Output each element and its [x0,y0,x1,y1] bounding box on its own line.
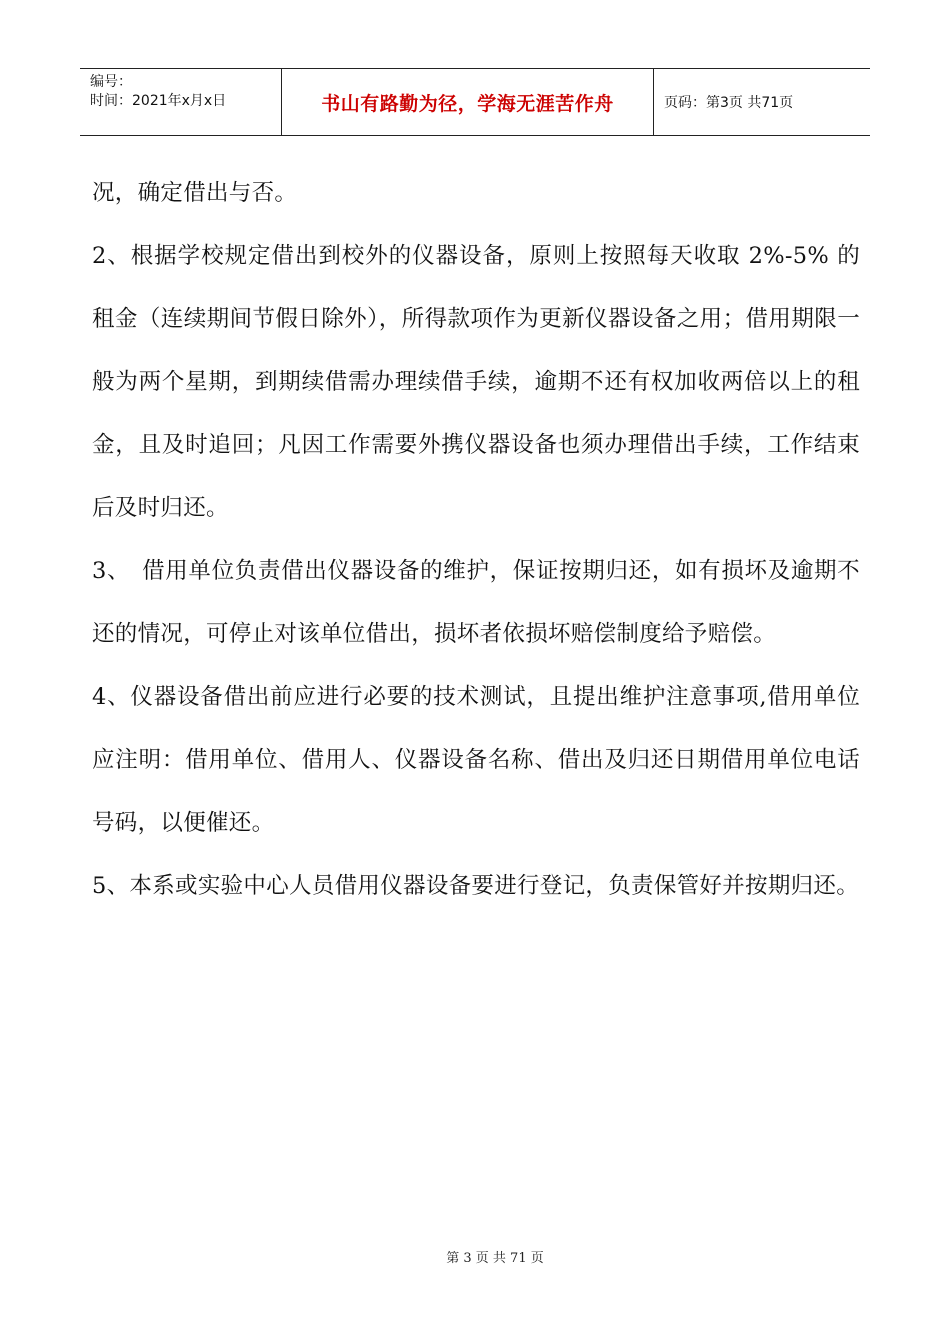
header-page-info: 页码：第3页 共71页 [664,95,794,111]
paragraph-item-3: 3、 借用单位负责借出仪器设备的维护，保证按期归还，如有损坏及逾期不还的情况，可停止对该单位借出，损坏者依损坏赔偿制度给予赔偿。 [92,558,860,647]
paragraph-continuation: 况，确定借出与否。 [92,180,298,206]
paragraph-item-2: 2、根据学校规定借出到校外的仪器设备，原则上按照每天收取 2%-5% 的租金（连续期间节假日除外），所得款项作为更新仪器设备之用；借用期限一般为两个星期，到期续借需办理续借手续，逾期不还有权加收两倍以上的租金，且及时追回；凡因工作需要外携仪器设备也须办理借出手续，工作结束后及时归还。 [92,243,860,521]
document-body [92,162,860,918]
paragraph-item-5: 5、本系或实验中心人员借用仪器设备要进行登记，负责保管好并按期归还。 [92,873,860,899]
header-motto: 书山有路勤为径，学海无涯苦作舟 [282,69,654,135]
page-footer: 第 3 页 共 71 页 [446,1251,544,1266]
header-meta [80,69,282,135]
page-header [80,68,870,136]
document-number-label: 编号： [90,74,132,90]
document-time-label: 时间：2021年x月x日 [90,93,227,109]
paragraph-item-4: 4、仪器设备借出前应进行必要的技术测试，且提出维护注意事项,借用单位应注明：借用单位、借用人、仪器设备名称、借出及归还日期借用单位电话号码，以便催还。 [92,684,860,836]
